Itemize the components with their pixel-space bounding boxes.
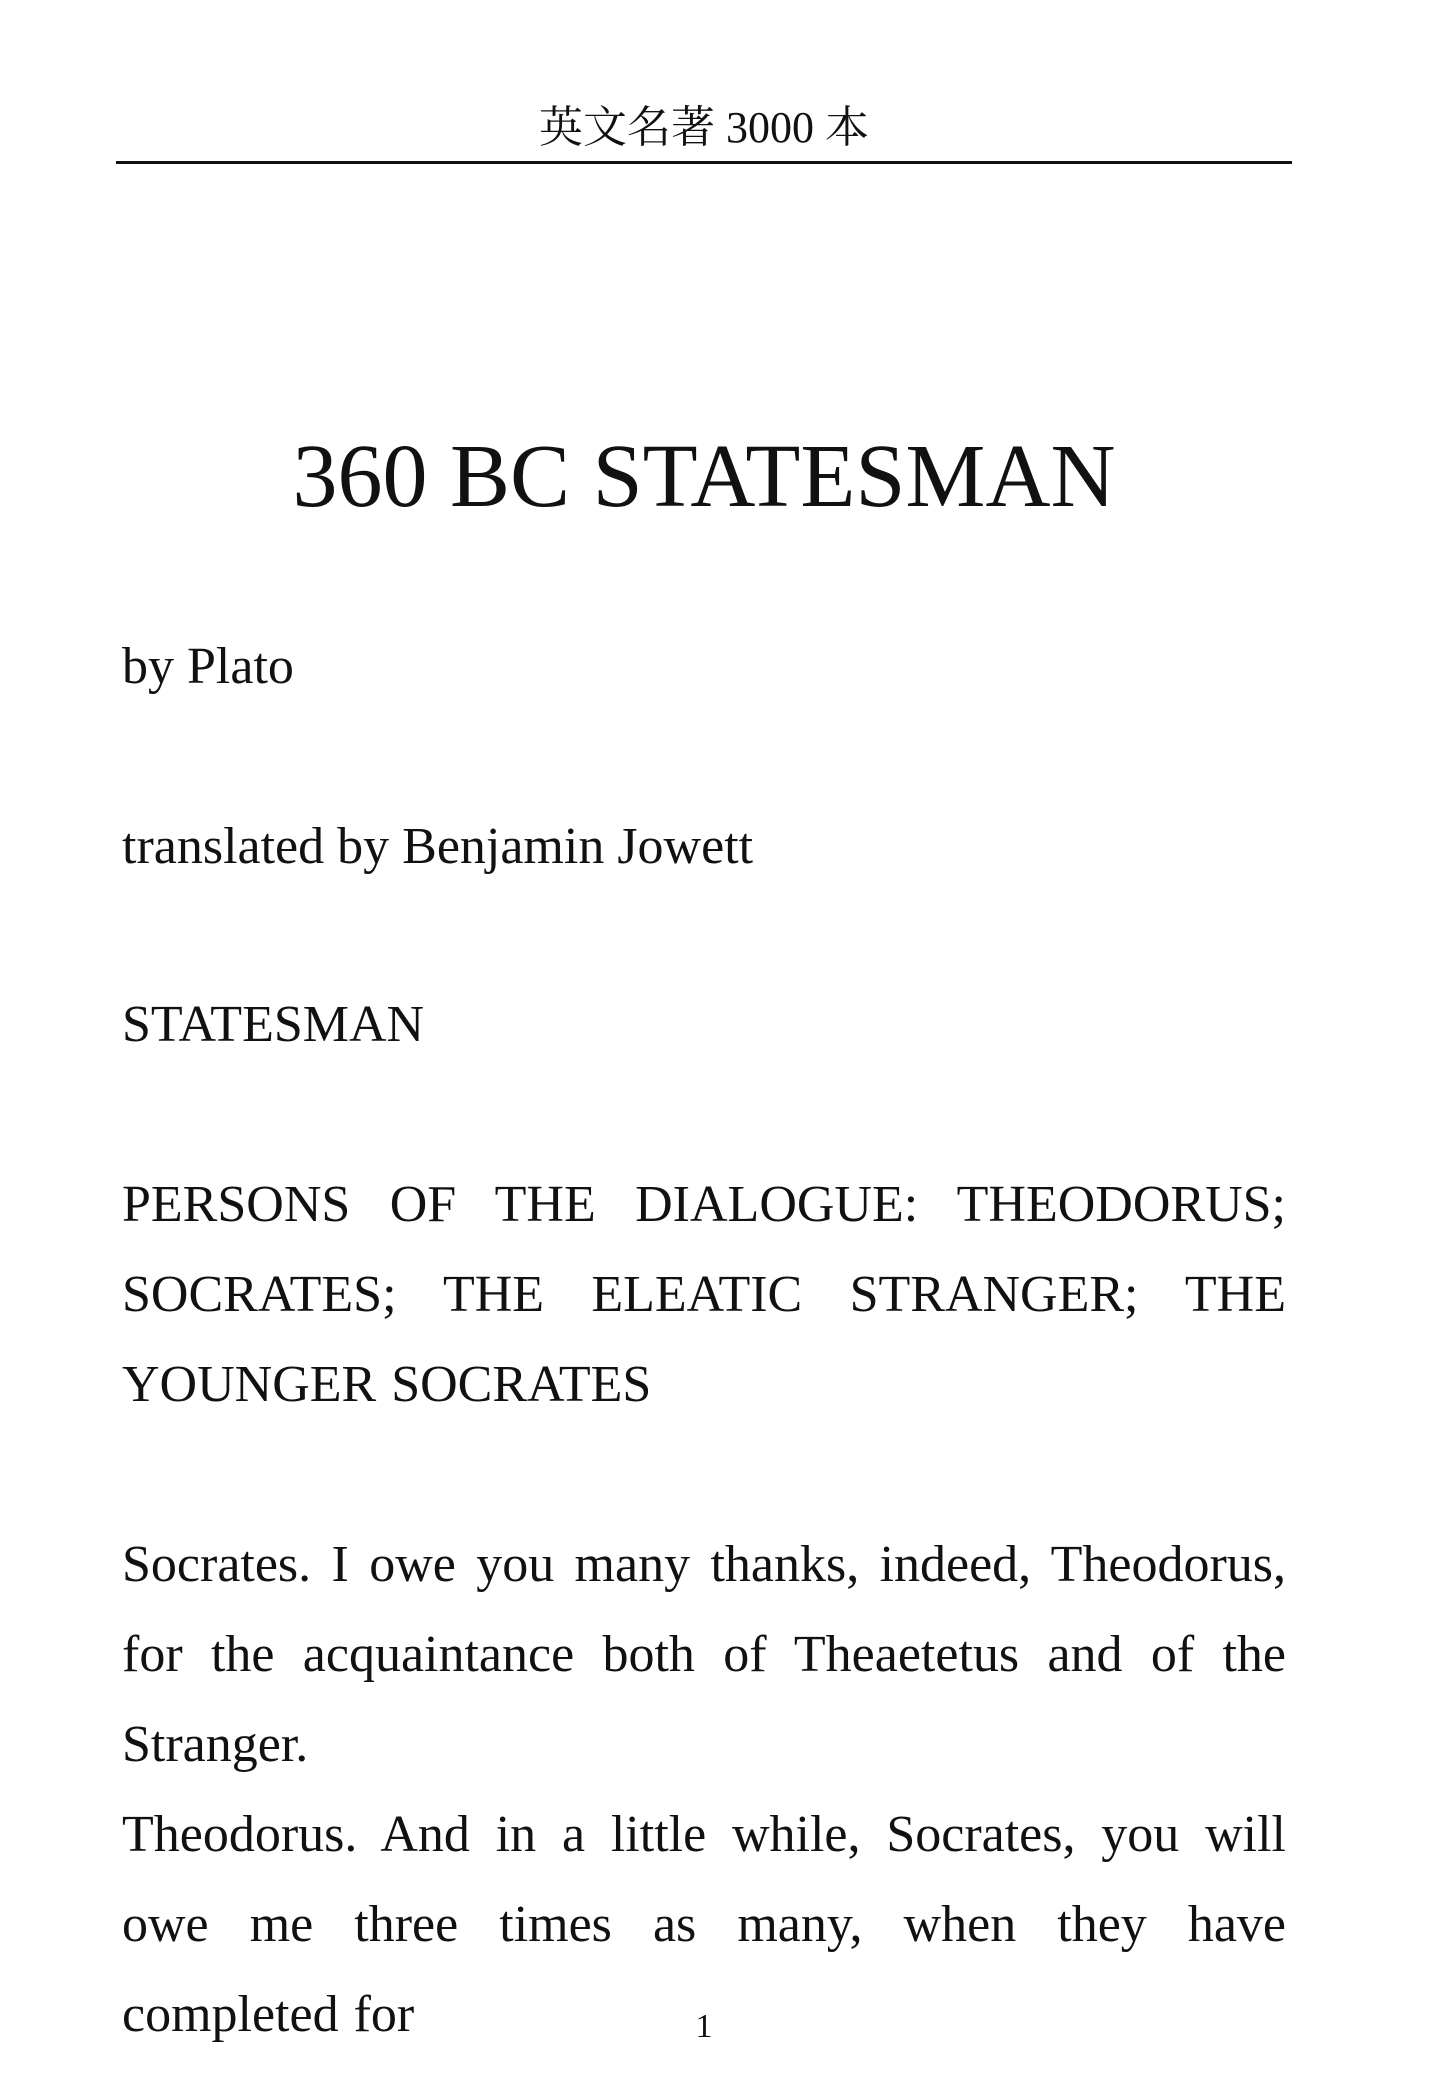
author-byline: by Plato <box>122 638 294 695</box>
dialogue-paragraph: Socrates. I owe you many thanks, indeed, Theodorus, for the acquaintance both of Theaetetus and of the Stranger. <box>122 1536 1286 1773</box>
running-header: 英文名著 3000 本 <box>539 103 869 152</box>
page-number: 1 <box>695 2008 713 2045</box>
dialogue-paragraph: Theodorus. And in a little while, Socrates, you will owe me three times as many, when they have completed for <box>122 1806 1286 2043</box>
section-heading: STATESMAN <box>122 996 425 1053</box>
translator-line: translated by Benjamin Jowett <box>122 818 754 875</box>
persons-of-dialogue: PERSONS OF THE DIALOGUE: THEODORUS; SOCRATES; THE ELEATIC STRANGER; THE YOUNGER SOCRATES <box>122 1176 1286 1413</box>
header-rule <box>116 161 1292 164</box>
document-title: 360 BC STATESMAN <box>292 427 1116 526</box>
